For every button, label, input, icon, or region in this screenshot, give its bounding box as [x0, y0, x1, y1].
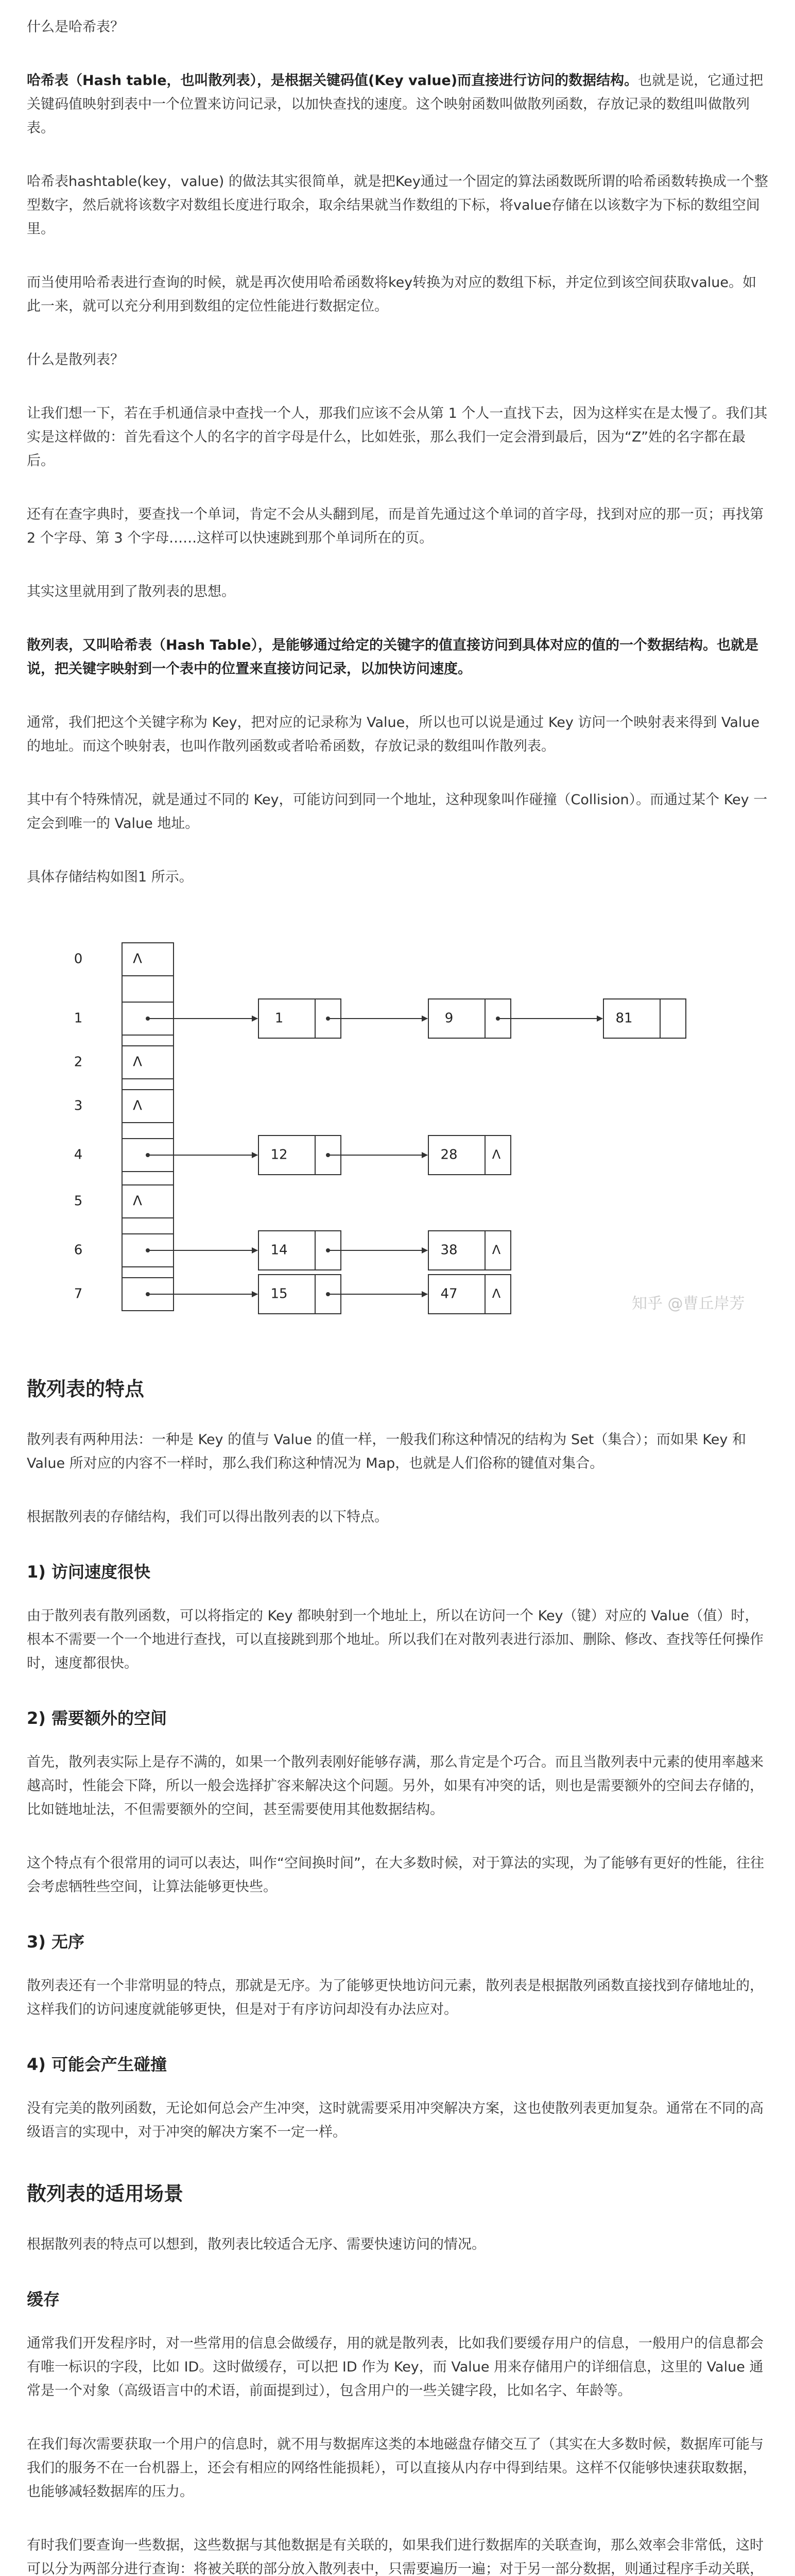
feature-heading-fast-access: 1) 访问速度很快 — [27, 1562, 151, 1582]
bucket-cell-3 — [122, 1090, 174, 1123]
feature-fast-access-text: 由于散列表有散列函数，可以将指定的 Key 都映射到一个地址上，所以在访问一个 Key（键）对应的 Value（值）时，根本不需要一个一个地进行查找，可以直接跳到那个地址。所以我们在对散列表进行添加、删除、修改、查找等任何操作时，速度都很快。 — [27, 1608, 764, 1671]
features-paragraph-2: 根据散列表的存储结构，我们可以得出散列表的以下特点。 — [27, 1509, 388, 1525]
chain-node-value-1-2: 81 — [615, 1010, 633, 1026]
chain-node-null-7-1: Λ — [492, 1286, 501, 1301]
chain-node-value-1-0: 1 — [274, 1010, 284, 1026]
section-title-scenarios: 散列表的适用场景 — [27, 2182, 184, 2205]
chain-node-null-6-1: Λ — [492, 1243, 501, 1257]
feature-unordered-text: 散列表还有一个非常明显的特点，那就是无序。为了能够更快地访问元素，散列表是根据散列函数直接找到存储地址的，这样我们的访问速度就能够更快，但是对于有序访问却没有办法应对。 — [27, 1978, 764, 2018]
feature-collision-text: 没有完美的散列函数，无论如何总会产生冲突，这时就需要采用冲突解决方案，这也使散列表更加复杂。通常在不同的高级语言的实现中，对于冲突的解决方案不一定一样。 — [27, 2100, 764, 2140]
bucket-index-2: 2 — [74, 1054, 83, 1070]
chain-node-null-4-1: Λ — [492, 1147, 501, 1162]
bucket-null-2: Λ — [133, 1054, 142, 1070]
chain-node-value-4-1: 28 — [440, 1147, 458, 1163]
bucket-cell-5 — [122, 1185, 174, 1218]
bucket-index-0: 0 — [74, 951, 83, 967]
feature-heading-unordered: 3) 无序 — [27, 1932, 85, 1952]
chain-node-value-6-1: 38 — [440, 1242, 458, 1258]
diagram-layer — [74, 943, 686, 1314]
paragraph-collision: 其中有个特殊情况，就是通过不同的 Key，可能访问到同一个地址，这种现象叫作碰撞（Collision）。而通过某个 Key 一定会到唯一的 Value 地址。 — [27, 792, 768, 832]
paragraph-idea: 其实这里就用到了散列表的思想。 — [27, 584, 235, 600]
article-content — [27, 15, 768, 2576]
bucket-index-5: 5 — [74, 1193, 83, 1209]
cache-paragraph-3: 有时我们要查询一些数据，这些数据与其他数据是有关联的，如果我们进行数据库的关联查询，那么效率会非常低，这时可以分为两部分进行查询：将被关联的部分放入散列表中，只需要遍历一遍；对于另一部分数据，则通过程序手动关联， — [27, 2537, 764, 2576]
hash-table-figure — [27, 912, 768, 1340]
paragraph-hash-table-bold: 散列表，又叫哈希表（Hash Table），是能够通过给定的关键字的值直接访问到具体对应的值的一个数据结构。也就是说，把关键字映射到一个表中的位置来直接访问记录，以加快访问速度。 — [27, 637, 759, 677]
paragraph-phonebook: 让我们想一下，若在手机通信录中查找一个人，那我们应该不会从第 1 个人一直找下去，因为这样实在是太慢了。我们其实是这样做的：首先看这个人的名字的首字母是什么，比如姓张，那么我们一定会滑到最后，因为“Z”姓的名字都在最后。 — [27, 405, 768, 469]
scenarios-intro: 根据散列表的特点可以想到，散列表比较适合无序、需要快速访问的情况。 — [27, 2236, 486, 2252]
section-title-features: 散列表的特点 — [27, 1378, 145, 1400]
bucket-null-0: Λ — [133, 951, 142, 967]
bucket-null-3: Λ — [133, 1098, 142, 1114]
definition-bold: 哈希表（Hash table，也叫散列表），是根据关键码值(Key value)而直接进行访问的数据结构。 — [27, 73, 638, 89]
bucket-index-6: 6 — [74, 1242, 83, 1258]
bucket-index-4: 4 — [74, 1147, 83, 1163]
figure-caption: 具体存储结构如图1 所示。 — [27, 869, 193, 885]
chain-node-value-7-1: 47 — [440, 1286, 458, 1302]
chain-node-value-6-0: 14 — [270, 1242, 288, 1258]
feature-heading-extra-space: 2) 需要额外的空间 — [27, 1708, 167, 1728]
paragraph-key-value: 通常，我们把这个关键字称为 Key，把对应的记录称为 Value，所以也可以说是通过 Key 访问一个映射表来得到 Value 的地址。而这个映射表，也叫作散列函数或者哈希函数，存放记录的数组叫作散列表。 — [27, 715, 760, 754]
chain-node-value-7-0: 15 — [270, 1286, 288, 1302]
definition-rest: 也就是说，它通过把关键码值映射到表中一个位置来访问记录，以加快查找的速度。这个映射函数叫做散列函数，存放记录的数组叫做散列表。 — [27, 73, 764, 136]
paragraph-hashtable-method: 哈希表hashtable(key，value) 的做法其实很简单，就是把Key通过一个固定的算法函数既所谓的哈希函数转换成一个整型数字，然后就将该数字对数组长度进行取余，取余结果就当作数组的下标，将value存储在以该数字为下标的数组空间里。 — [27, 174, 768, 237]
watermark: 知乎 @曹丘岸芳 — [632, 1295, 745, 1313]
chain-node-value-1-1: 9 — [444, 1010, 454, 1026]
question-what-is-hash-list: 什么是散列表？ — [27, 352, 124, 368]
bucket-cell-2 — [122, 1046, 174, 1079]
cache-paragraph-2: 在我们每次需要获取一个用户的信息时，就不用与数据库这类的本地磁盘存储交互了（其实在大多数时候，数据库可能与我们的服务不在一台机器上，还会有相应的网络性能损耗），可以直接从内存中得到结果。这样不仅能够快速获取数据，也能够减轻数据库的压力。 — [27, 2436, 764, 2500]
bucket-null-5: Λ — [133, 1193, 142, 1209]
bucket-index-1: 1 — [74, 1010, 83, 1026]
hash-table-diagram — [27, 912, 768, 1340]
feature-heading-collision: 4) 可能会产生碰撞 — [27, 2055, 167, 2074]
paragraph-dictionary: 还有在查字典时，要查找一个单词，肯定不会从头翻到尾，而是首先通过这个单词的首字母，找到对应的那一页；再找第 2 个字母、第 3 个字母……这样可以快速跳到那个单词所在的页。 — [27, 506, 764, 546]
feature-extra-space-text-2: 这个特点有个很常用的词可以表达，叫作“空间换时间”，在大多数时候，对于算法的实现，为了能够有更好的性能，往往会考虑牺牲些空间，让算法能够更快些。 — [27, 1855, 764, 1895]
cache-paragraph-1: 通常我们开发程序时，对一些常用的信息会做缓存，用的就是散列表，比如我们要缓存用户的信息，一般用户的信息都会有唯一标识的字段，比如 ID。这时做缓存，可以把 ID 作为 Key，而 Value 用来存储用户的详细信息，这里的 Value 通常是一个对象（高级语言中的术语，前面提到过），包含用户的一些关键字段，比如名字、年龄等。 — [27, 2335, 764, 2399]
bucket-index-7: 7 — [74, 1286, 83, 1302]
paragraph-hashtable-query: 而当使用哈希表进行查询的时候，就是再次使用哈希函数将key转换为对应的数组下标，并定位到该空间获取value。如此一来，就可以充分利用到数组的定位性能进行数据定位。 — [27, 275, 757, 314]
question-what-is-hash-table: 什么是哈希表？ — [27, 19, 124, 35]
bucket-index-3: 3 — [74, 1098, 83, 1114]
features-paragraph-1: 散列表有两种用法：一种是 Key 的值与 Value 的值一样，一般我们称这种情况的结构为 Set（集合）；而如果 Key 和 Value 所对应的内容不一样时，那么我们称这种情况为 Map，也就是人们俗称的键值对集合。 — [27, 1432, 746, 1471]
bucket-cell-0 — [122, 943, 174, 976]
feature-extra-space-text-1: 首先，散列表实际上是存不满的，如果一个散列表刚好能够存满，那么肯定是个巧合。而且当散列表中元素的使用率越来越高时，性能会下降，所以一般会选择扩容来解决这个问题。另外，如果有冲突的话，则也是需要额外的空间去存储的，比如链地址法，不但需要额外的空间，甚至需要使用其他数据结构。 — [27, 1754, 764, 1818]
chain-node-value-4-0: 12 — [270, 1147, 288, 1163]
scenario-heading-cache: 缓存 — [27, 2290, 60, 2309]
hash-table-definition — [27, 69, 768, 140]
